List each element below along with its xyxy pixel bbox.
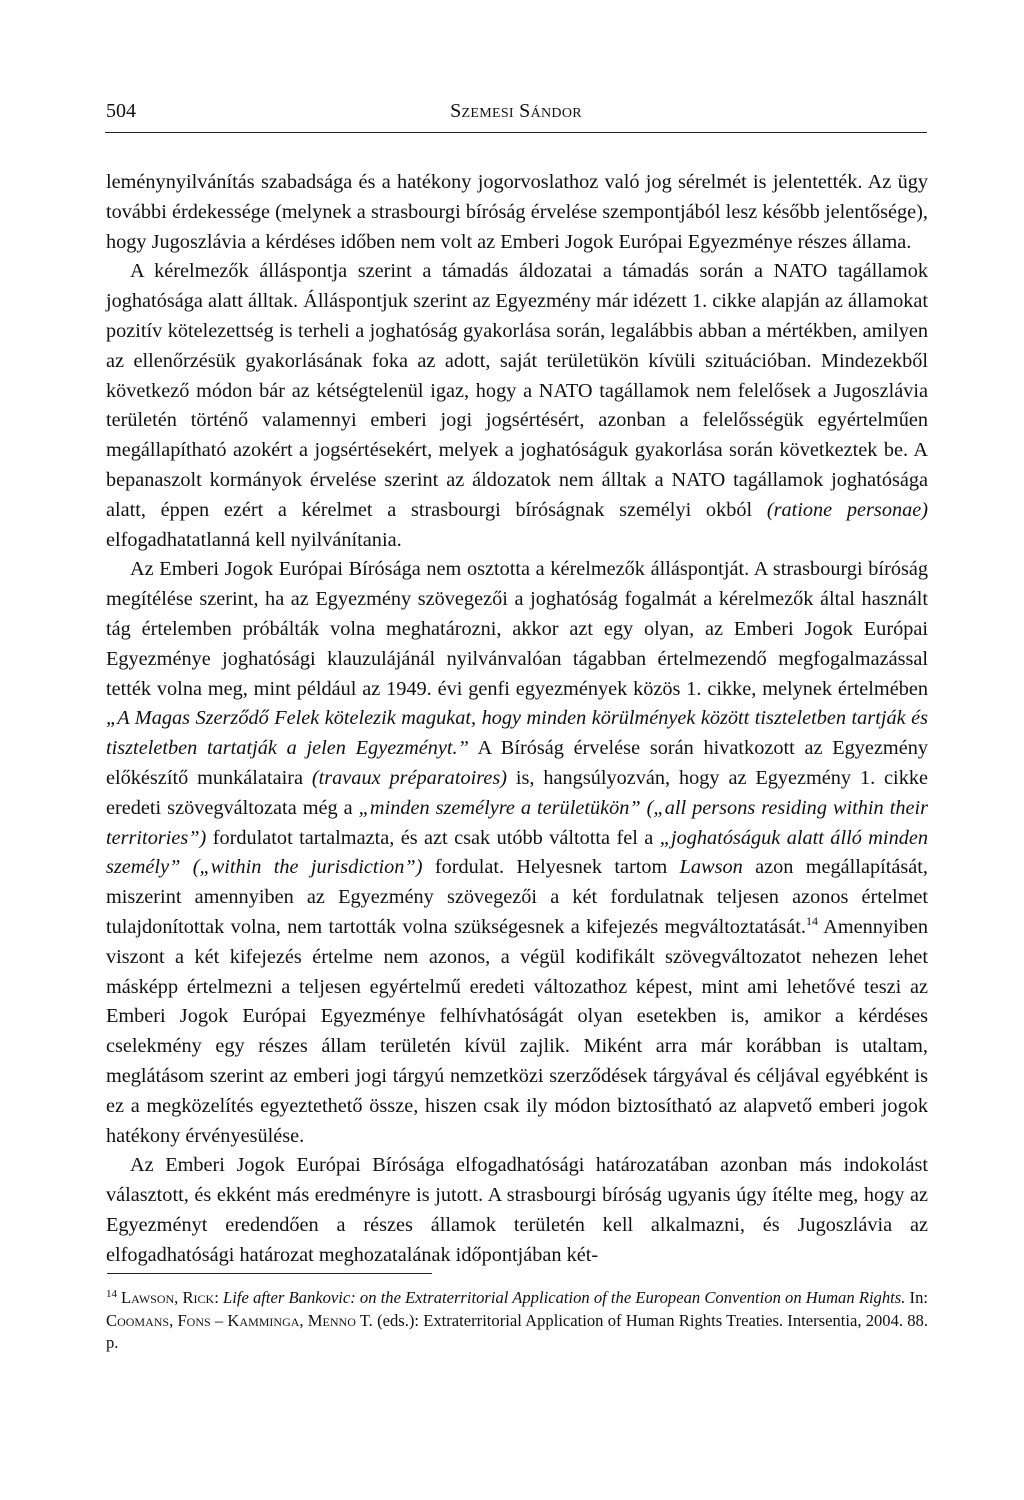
footnote-editors: Coomans, Fons – Kamminga, Menno T. bbox=[106, 1310, 373, 1330]
page-number: 504 bbox=[106, 100, 136, 122]
paragraph-1: leménynyilvánítás szabadsága és a hatékony jogorvoslathoz való jog sérelmét is jelentették. Az ügy további érdekessége (melynek a strasbourgi bíróság érvelése szempontjából lesz később jelentősége), hogy Jugoszlávia a kérdéses időben nem volt az Emberi Jogok Európai Egyezménye részes állama. bbox=[106, 171, 928, 253]
footnote-14: $^{14}$ Lawson, Rick: Life after Bankovic: on the Extraterritorial Application of the European Convention on Human Rights. In: Coomans, Fons – Kamminga, Menno T. (eds.): Extraterritorial Application of Human Rights Treaties. Intersentia, 2004. 88. p. bbox=[106, 1288, 928, 1352]
footnote-number: 14 bbox=[106, 1288, 117, 1300]
body-text bbox=[106, 168, 928, 1270]
footnote-author: Lawson, Rick: bbox=[121, 1288, 219, 1307]
paragraph-3: Az Emberi Jogok Európai Bírósága nem osztotta a kérelmezők álláspontját. A strasbourgi bíróság megítélése szerint, ha az Egyezmény szövegezői a joghatóság fogalmát a kérelmezők által használt tág értelemben próbálták volna meghatározni, akkor azt egy olyan, az Emberi Jogok Európai Egyezménye joghatósági klauzulájánál nyilvánvalóan tágabban értelmezendő megfogalmazással tették volna meg, mint például az 1949. évi genfi egyezmények közös 1. cikke, melynek értelmében „A Magas Szerződő Felek kötelezik magukat, hogy minden körülmények között tiszteletben tartják és tiszteletben tartatják a jelen Egyezményt.” A Bíróság érvelése során hivatkozott az Egyezmény előkészítő munkálataira (travaux préparatoires) is, hangsúlyozván, hogy az Egyezmény 1. cikke eredeti szövegváltozata még a „minden személyre a területükön” („all persons residing within their territories”) fordulatot tartalmazta, és azt csak utóbb váltotta fel a „joghatóságuk alatt álló minden személy” („within the jurisdiction”) fordulat. Helyesnek tartom Lawson azon megállapítását, miszerint amennyiben az Egyezmény szövegezői a két fordulatnak teljesen azonos értelmet tulajdonítottak volna, nem tartották volna szükségesnek a kifejezés megváltoztatását.$^{14}$ Amennyiben viszont a két kifejezés értelme nem azonos, a végül kodifikált szövegváltozatot nehezen lehet másképp értelmezni a teljesen egyértelmű eredeti változathoz képest, mint ami lehetővé teszi az Emberi Jogok Európai Egyezménye felhívhatóságát olyan esetekben is, amikor a kérdéses cselekmény egy részes állam területén kívül zajlik. Miként arra már korábban is utaltam, meglátásom szerint az emberi jogi tárgyú nemzetközi szerződések tárgyával és céljával egyébként is ez a megközelítés egyeztethető össze, hiszen csak ily módon biztosítható az alapvető emberi jogok hatékony érvényesülése. bbox=[106, 558, 929, 1147]
page-header bbox=[105, 98, 927, 133]
footnote-ref[interactable]: 14 bbox=[805, 913, 818, 928]
running-head: Szemesi Sándor bbox=[450, 100, 582, 122]
footnote-divider bbox=[107, 1273, 432, 1274]
paragraph-4: Az Emberi Jogok Európai Bírósága elfogadhatósági határozatában azonban más indokolást választott, és ekként más eredményre is jutott. A strasbourgi bíróság ugyanis úgy ítélte meg, hogy az Egyezményt eredendően a részes államok területén kell alkalmazni, és Jugoszlávia az elfogadhatósági határozat meghozatalának időpontjában két- bbox=[106, 1154, 928, 1266]
footnote-title: Life after Bankovic: on the Extraterritorial Application of the European Convention on Human Rights. bbox=[223, 1288, 906, 1307]
paragraph-2: A kérelmezők álláspontja szerint a támadás áldozatai a támadás során a NATO tagállamok joghatósága alatt álltak. Álláspontjuk szerint az Egyezmény már idézett 1. cikke alapján az államokat pozitív kötelezettség is terheli a joghatóság gyakorlása során, legalábbis abban a mértékben, amilyen az ellenőrzésük gyakorlásának foka az adott, saját területükön kívüli szituációban. Mindezekből következő módon bár az kétségtelenül igaz, hogy a NATO tagállamok nem felelősek a Jugoszlávia területén történő valamennyi emberi jogi jogsértésért, azonban a felelősségük egyértelműen megállapítható azokért a jogsértésekért, melyek a joghatóságuk gyakorlása során következtek be. A bepanaszolt kormányok érvelése szerint az áldozatok nem álltak a NATO tagállamok joghatósága alatt, éppen ezért a kérelmet a strasbourgi bíróságnak személyi okból (ratione personae) elfogadhatatlanná kell nyilvánítania. bbox=[106, 260, 928, 551]
